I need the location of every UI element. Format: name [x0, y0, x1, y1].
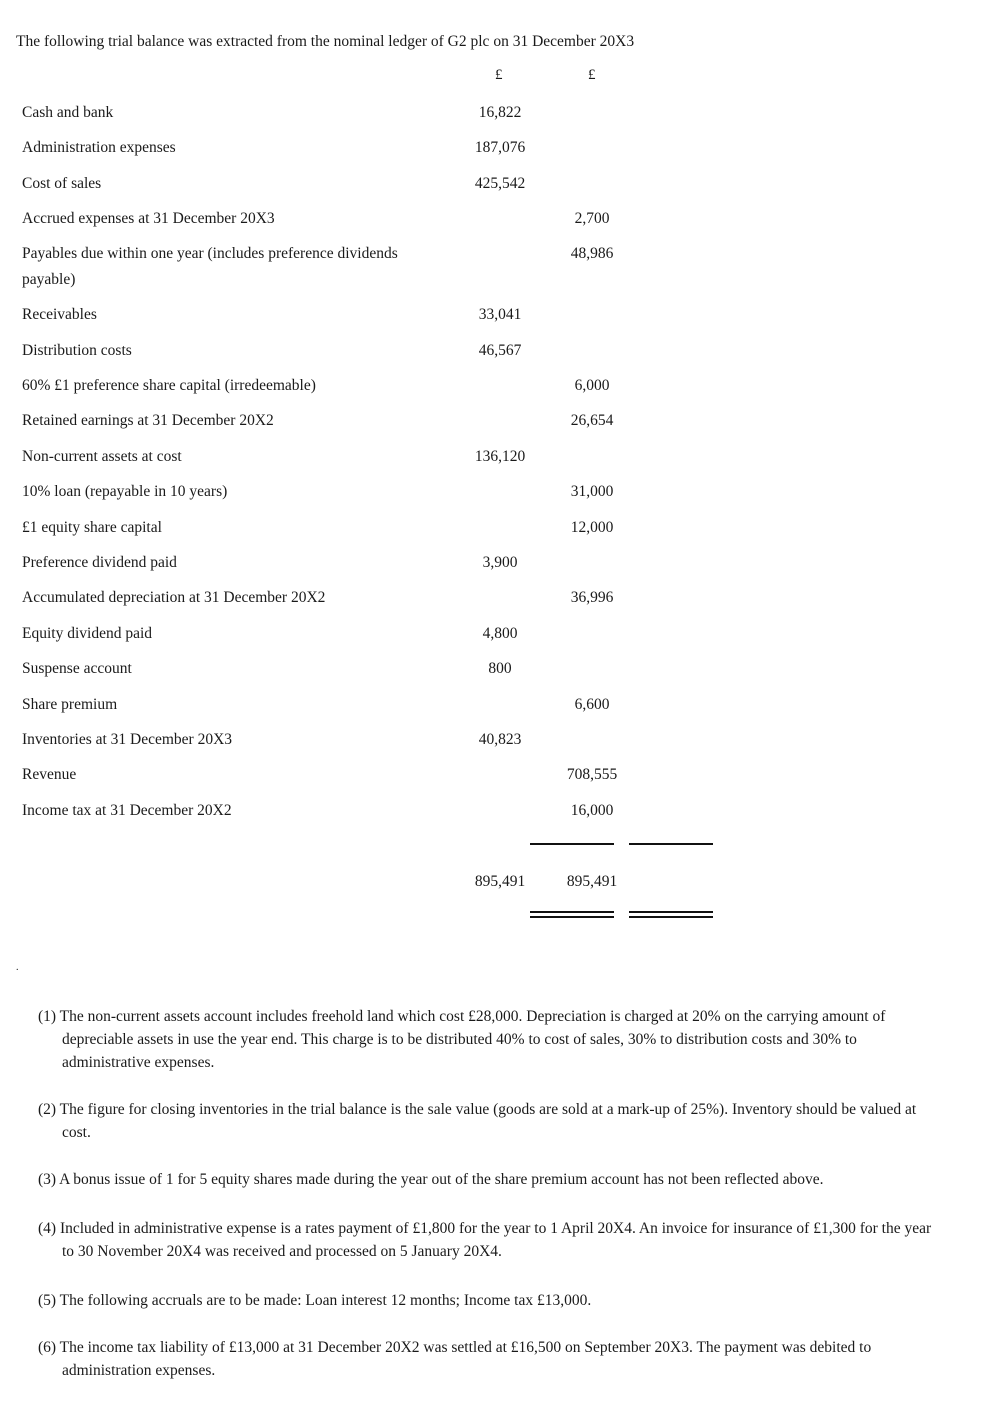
row-label	[22, 338, 132, 364]
row-label	[22, 171, 101, 197]
credit-subtotal-rule	[629, 843, 713, 845]
debit-amount: 425,542	[474, 175, 526, 192]
row-label	[22, 550, 177, 576]
debit-amount: 40,823	[478, 731, 522, 748]
row-label-text: 10% loan (repayable in 10 years)	[22, 483, 228, 500]
credit-total: 895,491	[566, 873, 618, 890]
row-label-text: Revenue	[22, 766, 77, 783]
intro-text: The following trial balance was extracted from the nominal ledger of G2 plc on 31 December 20X3	[16, 33, 635, 50]
row-label	[22, 762, 76, 788]
credit-amount: 48,986	[570, 245, 614, 262]
row-label-text: Accrued expenses at 31 December 20X3	[22, 210, 275, 227]
credit-amount: 6,600	[574, 696, 610, 713]
credit-column-header: £	[588, 67, 596, 83]
debit-subtotal-rule	[530, 843, 614, 845]
notes-list	[38, 1005, 938, 1382]
credit-amount: 6,000	[574, 377, 610, 394]
note-item: (3) A bonus issue of 1 for 5 equity shares made during the year out of the share premium account has not been reflected above.	[38, 1171, 824, 1188]
credit-amount: 708,555	[566, 766, 618, 783]
debit-amount: 46,567	[478, 342, 522, 359]
credit-amount: 26,654	[570, 412, 614, 429]
debit-column-header: £	[495, 67, 503, 83]
credit-amount: 16,000	[570, 802, 614, 819]
row-label-text: Income tax at 31 December 20X2	[22, 802, 232, 819]
debit-total: 895,491	[474, 873, 526, 890]
row-label	[22, 135, 176, 161]
row-label	[22, 515, 162, 541]
debit-total-double-rule	[530, 911, 614, 918]
note-item: (6) The income tax liability of £13,000 at 31 December 20X2 was settled at £16,500 on September 20X3. The payment was debited to administration expenses.	[38, 1339, 872, 1379]
row-label-text: Inventories at 31 December 20X3	[22, 731, 233, 748]
credit-total-double-rule	[629, 911, 713, 918]
row-label-text: Cost of sales	[22, 175, 102, 192]
row-label-continuation: payable)	[22, 271, 76, 288]
row-label	[22, 444, 182, 470]
row-label	[22, 408, 274, 434]
row-label	[22, 479, 227, 505]
stray-mark: .	[16, 962, 19, 973]
credit-amount: 12,000	[570, 519, 614, 536]
debit-amount: 33,041	[478, 306, 522, 323]
row-label-text: Non-current assets at cost	[22, 448, 182, 465]
row-label-text: Accumulated depreciation at 31 December 20X2	[22, 589, 326, 606]
debit-amount: 16,822	[478, 104, 522, 121]
note-item: (1) The non-current assets account includes freehold land which cost £28,000. Depreciation is charged at 20% on the carrying amount of depreciable assets in use the year end. This charge is to be distributed 40% to cost of sales, 30% to distribution costs and 30% to administrative expenses.	[38, 1008, 886, 1071]
row-label	[22, 656, 132, 682]
row-label	[22, 241, 398, 293]
row-label-text: Cash and bank	[22, 104, 114, 121]
row-label	[22, 585, 325, 611]
note-item: (4) Included in administrative expense is a rates payment of £1,800 for the year to 1 April 20X4. An invoice for insurance of £1,300 for the year to 30 November 20X4 was received and processed on 5 January 20X4.	[38, 1220, 932, 1260]
row-label-text: Share premium	[22, 696, 118, 713]
note-item: (5) The following accruals are to be made: Loan interest 12 months; Income tax £13,000.	[38, 1292, 592, 1309]
credit-amount: 2,700	[574, 210, 610, 227]
row-label-text: Suspense account	[22, 660, 132, 677]
row-label	[22, 302, 97, 328]
debit-amount: 3,900	[482, 554, 518, 571]
row-label	[22, 798, 232, 824]
credit-amount: 31,000	[570, 483, 614, 500]
row-label	[22, 621, 152, 647]
debit-amount: 4,800	[482, 625, 518, 642]
row-label	[22, 692, 117, 718]
row-label-text: Payables due within one year (includes preference dividends	[22, 245, 398, 262]
row-label-text: Equity dividend paid	[22, 625, 153, 642]
row-label-text: Receivables	[22, 306, 97, 323]
row-label-text: £1 equity share capital	[22, 519, 162, 536]
row-label-text: Administration expenses	[22, 139, 176, 156]
debit-amount: 136,120	[474, 448, 526, 465]
row-label	[22, 206, 275, 232]
row-label	[22, 100, 113, 126]
note-item: (2) The figure for closing inventories in the trial balance is the sale value (goods are sold at a mark-up of 25%). Inventory should be valued at cost.	[38, 1101, 917, 1141]
credit-amount: 36,996	[570, 589, 614, 606]
row-label	[22, 373, 316, 399]
row-label-text: Retained earnings at 31 December 20X2	[22, 412, 274, 429]
row-label	[22, 727, 232, 753]
row-label-text: Distribution costs	[22, 342, 132, 359]
debit-amount: 187,076	[474, 139, 526, 156]
debit-amount: 800	[488, 660, 512, 677]
row-label-text: 60% £1 preference share capital (irredeemable)	[22, 377, 316, 394]
row-label-text: Preference dividend paid	[22, 554, 177, 571]
